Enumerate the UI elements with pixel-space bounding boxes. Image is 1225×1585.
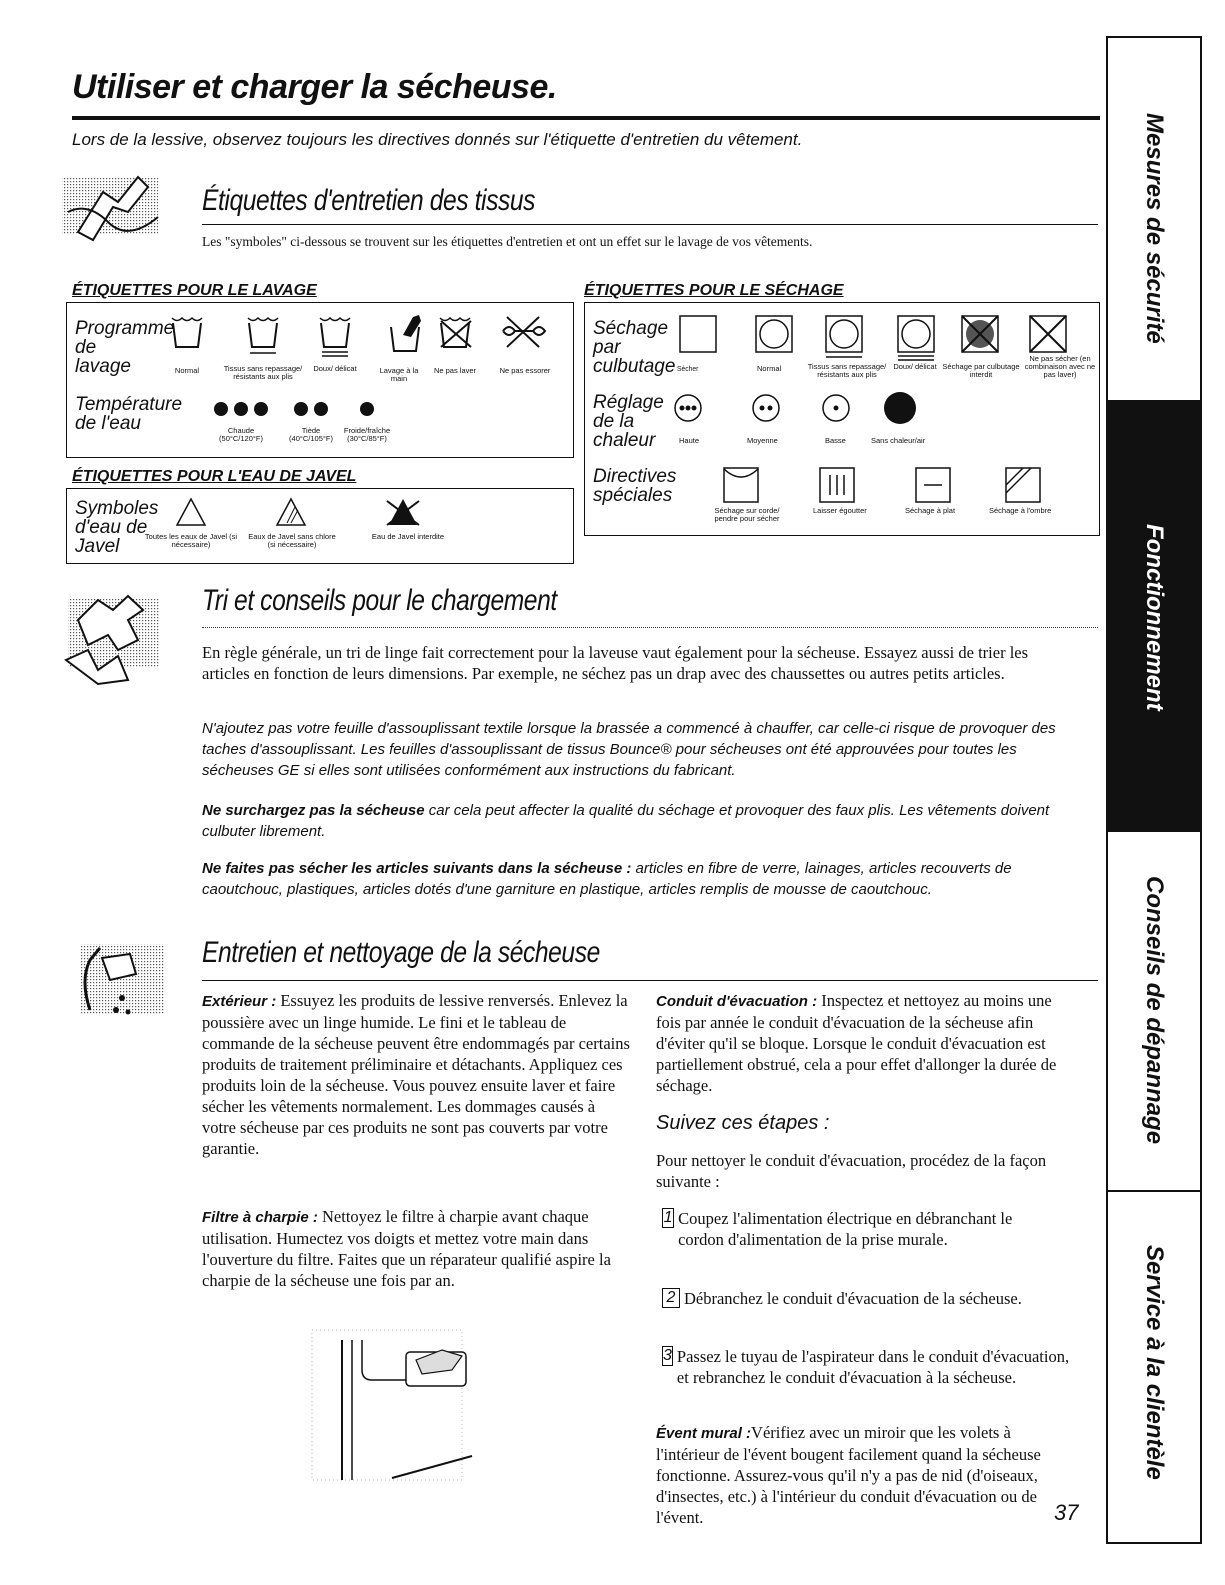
tumble-dry-label: Séchage par culbutage [593, 318, 676, 377]
care-label-illustration [58, 172, 166, 244]
heat-setting-label: Réglage de la chaleur [593, 392, 664, 451]
step-number-3: 3 [663, 1347, 672, 1364]
sorting-paragraph-2: N'ajoutez pas votre feuille d'assouplissant textile lorsque la brassée a commencé à chauffer, car celle-ci risque de provoquer des taches d'assouplissant. Les feuilles d'assouplissant de tissus Bounce® pour sécheuses ont été approuvées pour toutes les sécheuses GE si elles sont utilisées conformément aux instructions du fabricant. [202, 720, 1056, 779]
section-rule [202, 980, 1098, 981]
no-heat-text: Sans chaleur/air [871, 436, 926, 445]
page-title: Utiliser et charger la sécheuse. [72, 68, 557, 106]
dry-flat-text: Séchage à plat [905, 506, 956, 515]
dry-in-shade-icon [1005, 467, 1041, 508]
step-number-2: 2 [662, 1288, 680, 1308]
sorting-illustration [58, 590, 166, 686]
do-not-dry-icon [1029, 315, 1067, 358]
tumble-permanent-press-text: Tissus sans repassage/ résistants aux plis [807, 362, 887, 379]
cleaning-illustration [60, 940, 168, 1022]
warm-water-label: Tiède (40°C/105°F) [289, 426, 333, 443]
dry-labels-box [584, 302, 1100, 536]
any-bleach-label: Toutes les eaux de Javel (si nécessaire) [144, 532, 238, 549]
tab-fonctionnement[interactable]: Fonctionnement [1108, 402, 1200, 832]
wash-permanent-press-icon [247, 317, 279, 362]
tab-conseils-de-depannage[interactable]: Conseils de dépannage [1141, 875, 1168, 1145]
wall-vent-paragraph: Évent mural :Vérifiez avec un miroir que les volets à l'intérieur de l'évent bougent facilement quand la sécheuse fonctionne. Assurez-vous qu'il n'y a pas de nid (d'oiseaux, d'insectes, etc.) à l'intérieur du conduit d'évacuation ou de l'évent. [656, 1423, 1041, 1527]
section-rule [202, 627, 1098, 628]
exhaust-duct-paragraph: Conduit d'évacuation : Inspectez et nettoyez au moins une fois par année le conduit d'évacuation de la sécheuse afin d'éviter qu'il se bloque. Lorsque le conduit d'évacuation est partiellement obstrué, cela a pour effet d'allonger la durée de séchage. [656, 991, 1057, 1095]
wash-normal-icon [171, 317, 203, 354]
dry-labels-heading: ÉTIQUETTES POUR LE SÉCHAGE [584, 282, 844, 299]
wash-delicate-label: Doux/ délicat [313, 364, 357, 373]
wash-labels-heading: ÉTIQUETTES POUR LE LAVAGE [72, 282, 317, 299]
drip-dry-text: Laisser égoutter [813, 506, 867, 515]
title-rule [72, 116, 1100, 120]
line-dry-text: Séchage sur corde/ pendre pour sécher [714, 506, 780, 523]
step-2: 2 Débranchez le conduit d'évacuation de la sécheuse. [662, 1288, 1062, 1309]
high-heat-icon [673, 393, 703, 428]
non-chlorine-bleach-label: Eaux de Javel sans chlore (si nécessaire) [248, 532, 336, 549]
any-bleach-icon [175, 497, 207, 532]
wash-permanent-press-label: Tissus sans repassage/ résistants aux plis [223, 364, 303, 381]
hand-wash-icon [385, 313, 425, 362]
hand-wash-label: Lavage à la main [379, 366, 419, 383]
do-not-wring-label: Ne pas essorer [499, 366, 551, 375]
water-temp-label: Température de l'eau [75, 394, 183, 434]
step-1: 1 Coupez l'alimentation électrique en débranchant le cordon d'alimentation de la prise murale. [663, 1209, 1013, 1249]
no-bleach-icon [385, 495, 421, 532]
page-intro: Lors de la lessive, observez toujours les directives donnés sur l'étiquette d'entretien du vêtement. [72, 130, 803, 149]
line-dry-icon [723, 467, 759, 508]
step-number-1: 1 [663, 1209, 673, 1226]
dry-in-shade-text: Séchage à l'ombre [989, 506, 1052, 515]
sorting-paragraph-4: Ne faites pas sécher les articles suivants dans la sécheuse : articles en fibre de verre, lainages, articles recouverts de caoutchouc, plastiques, articles dotés d'une garniture en plastique, articles remplis de mousse de caoutchouc. [202, 860, 1012, 898]
low-heat-text: Basse [825, 436, 846, 445]
tumble-dry-icon [679, 315, 717, 358]
tumble-delicate-icon [897, 315, 935, 368]
wash-delicate-icon [319, 317, 351, 366]
cold-water-icon [359, 401, 375, 422]
bleach-labels-box [66, 488, 574, 564]
steps-heading: Suivez ces étapes : [656, 1112, 830, 1134]
non-chlorine-bleach-icon [275, 497, 307, 532]
tumble-normal-text: Normal [757, 364, 782, 373]
dry-flat-icon [915, 467, 951, 508]
do-not-tumble-dry-icon [961, 315, 999, 358]
page-number: 37 [1054, 1500, 1079, 1525]
exterior-paragraph: Extérieur : Essuyez les produits de lessive renversés. Enlevez la poussière avec un linge humide. Le fini et le tableau de commande de la sécheuse peuvent être endommagés par certains produits de traitement préliminaire et détachants. Appliquez ces produits loin de la sécheuse. Vous pouvez ensuite laver et faire sécher les vêtements normalement. Les dommages causés à votre sécheuse par ces produits ne sont pas couverts par votre garantie. [202, 991, 630, 1158]
do-not-wring-icon [499, 317, 547, 354]
wash-labels-box [66, 302, 574, 458]
do-not-dry-text: Ne pas sécher (en combinaison avec ne pas laver) [1024, 354, 1096, 379]
lint-filter-paragraph: Filtre à charpie : Nettoyez le filtre à charpie avant chaque utilisation. Humectez vos doigts et mettez votre main dans l'ouverture du filtre. Faites que un réparateur qualifié aspire la charpie de la sécheuse une fois par an. [202, 1207, 611, 1290]
do-not-wash-icon [439, 317, 473, 354]
medium-heat-text: Moyenne [747, 436, 778, 445]
tab-service-a-la-clientele[interactable]: Service à la clientèle [1141, 1244, 1168, 1480]
lint-filter-illustration [312, 1330, 492, 1495]
tumble-dry-text: Sécher [677, 364, 699, 373]
sorting-paragraph-1: En règle générale, un tri de linge fait correctement pour la laveuse vaut également pour la sécheuse. Essayez aussi de trier les articles en fonction de leurs dimensions. Par exemple, ne séchez pas un drap avec des chaussettes ou autres petits articles. [202, 643, 1029, 683]
sorting-paragraph-3: Ne surchargez pas la sécheuse car cela peut affecter la qualité du séchage et provoquer des faux plis. Les vêtements doivent culbuter librement. [202, 802, 1050, 840]
care-labels-title: Étiquettes d'entretien des tissus [202, 184, 536, 217]
tumble-permanent-press-icon [825, 315, 863, 364]
sorting-title: Tri et conseils pour le chargement [202, 584, 557, 617]
special-instructions-label: Directives spéciales [593, 466, 677, 506]
do-not-wash-label: Ne pas laver [433, 366, 477, 375]
bleach-label: Symboles d'eau de Javel [75, 498, 159, 557]
steps-intro: Pour nettoyer le conduit d'évacuation, procédez de la façon suivante : [656, 1151, 1047, 1191]
tumble-normal-icon [755, 315, 793, 358]
step-3: 3 Passez le tuyau de l'aspirateur dans le conduit d'évacuation, et rebranchez le conduit d'évacuation à la sécheuse. [663, 1347, 1070, 1387]
section-tab-strip [1106, 36, 1202, 1544]
no-heat-icon [883, 391, 917, 430]
medium-heat-icon [751, 393, 781, 428]
hot-water-label: Chaude (50°C/120°F) [219, 426, 263, 443]
warm-water-icon [293, 401, 329, 422]
wash-normal-label: Normal [174, 366, 200, 375]
low-heat-icon [821, 393, 851, 428]
no-bleach-label: Eau de Javel interdite [371, 532, 445, 541]
do-not-tumble-dry-text: Séchage par culbutage interdit [942, 362, 1020, 379]
tab-mesures-de-securite[interactable]: Mesures de sécurité [1141, 112, 1168, 344]
cleaning-title: Entretien et nettoyage de la sécheuse [202, 936, 600, 969]
cold-water-label: Froide/fraîche (30°C/85°F) [343, 426, 391, 443]
hot-water-icon [213, 401, 269, 422]
bleach-labels-heading: ÉTIQUETTES POUR L'EAU DE JAVEL [72, 468, 357, 485]
care-labels-intro: Les "symboles" ci-dessous se trouvent sur les étiquettes d'entretien et ont un effet sur le lavage de vos vêtements. [202, 234, 813, 249]
section-rule [202, 224, 1098, 225]
drip-dry-icon [819, 467, 855, 508]
high-heat-text: Haute [679, 436, 700, 445]
tumble-delicate-text: Doux/ délicat [893, 362, 937, 371]
wash-program-label: Programme de lavage [75, 318, 175, 377]
